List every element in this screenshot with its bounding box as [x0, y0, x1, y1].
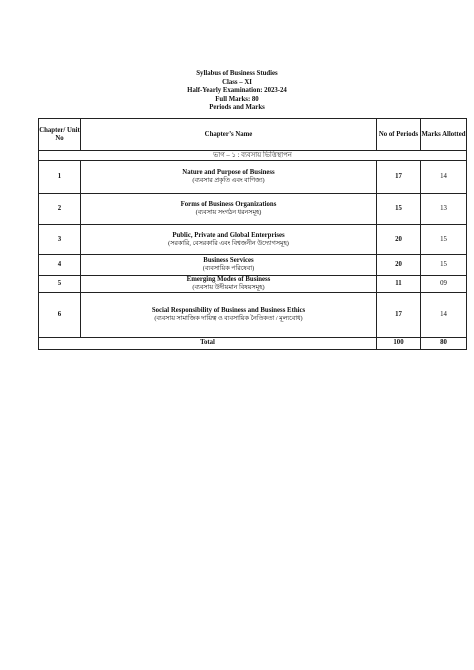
periods-value: 20: [377, 225, 421, 255]
syllabus-title: Syllabus of Business Studies: [196, 70, 278, 77]
table-row: [39, 276, 467, 293]
chapter-name-bengali: (ব্যবসায় সামাজিক দায়িত্ব ও ব্যবসায়িক নৈতিকতা / মূল্যবোধ): [154, 314, 303, 322]
unit-label: ভাগ – ১ : ব্যবসায় ভিত্তিস্থাপন: [39, 151, 467, 161]
total-marks: 80: [421, 337, 467, 349]
chapter-name-english: Emerging Modes of Business: [186, 276, 271, 283]
chapter-number: 1: [39, 161, 81, 194]
total-label: Total: [39, 337, 377, 349]
marks-value: 15: [421, 225, 467, 255]
chapter-number: 3: [39, 225, 81, 255]
document-header: [0, 70, 474, 113]
table-row: [39, 161, 467, 194]
total-row: [39, 337, 467, 349]
column-header-chapter: Chapter/ Unit No: [39, 119, 81, 151]
chapter-name-english: Business Services: [203, 257, 254, 265]
chapter-name-bengali: (ব্যবসায়িক পরিষেবা): [202, 265, 255, 272]
chapter-name-cell: [81, 292, 377, 337]
table-row: [39, 225, 467, 255]
periods-value: 17: [377, 161, 421, 194]
chapter-name-english: Public, Private and Global Enterprises: [172, 231, 285, 239]
column-header-marks: Marks Allotted: [421, 119, 467, 151]
marks-value: 09: [421, 276, 467, 293]
marks-value: 14: [421, 292, 467, 337]
chapter-name-bengali: (সরকারি, বেসরকারি এবং বিশ্বজনীন উদ্যোগসমূহ): [168, 239, 289, 247]
chapter-number: 5: [39, 276, 81, 293]
column-header-periods: No of Periods: [377, 119, 421, 151]
full-marks-label: Full Marks: 80: [215, 95, 259, 103]
table-caption: Periods and Marks: [209, 104, 265, 112]
chapter-name-cell: [81, 225, 377, 255]
chapter-name-bengali: (ব্যবসার প্রকৃতি এবং বাণিজ্য): [192, 177, 265, 184]
chapter-name-english: Social Responsibility of Business and Business Ethics: [151, 306, 306, 314]
chapter-number: 6: [39, 292, 81, 337]
chapter-name-bengali: (ব্যবসায় উদীয়মান বিষয়সমূহ): [192, 283, 265, 291]
table-row: [39, 255, 467, 276]
marks-value: 13: [421, 194, 467, 225]
periods-value: 11: [377, 276, 421, 293]
chapter-name-english: Nature and Purpose of Business: [182, 169, 275, 177]
class-label: Class – XI: [222, 78, 252, 86]
total-periods: 100: [377, 337, 421, 349]
table-row: [39, 194, 467, 225]
marks-value: 15: [421, 255, 467, 276]
chapter-name-cell: [81, 161, 377, 194]
chapter-name-bengali: (ব্যবসায় সংগঠন ধরনসমূহ): [195, 209, 262, 216]
exam-label: Half-Yearly Examination: 2023-24: [187, 87, 287, 95]
chapter-name-cell: [81, 276, 377, 293]
syllabus-table: [38, 118, 467, 350]
chapter-number: 4: [39, 255, 81, 276]
table-header-row: [39, 119, 467, 151]
periods-value: 20: [377, 255, 421, 276]
periods-value: 15: [377, 194, 421, 225]
marks-value: 14: [421, 161, 467, 194]
column-header-name: Chapter’s Name: [81, 119, 377, 151]
table-row: [39, 292, 467, 337]
periods-value: 17: [377, 292, 421, 337]
chapter-name-cell: [81, 255, 377, 276]
unit-row: [39, 151, 467, 161]
chapter-name-english: Forms of Business Organizations: [180, 201, 277, 209]
chapter-number: 2: [39, 194, 81, 225]
chapter-name-cell: [81, 194, 377, 225]
